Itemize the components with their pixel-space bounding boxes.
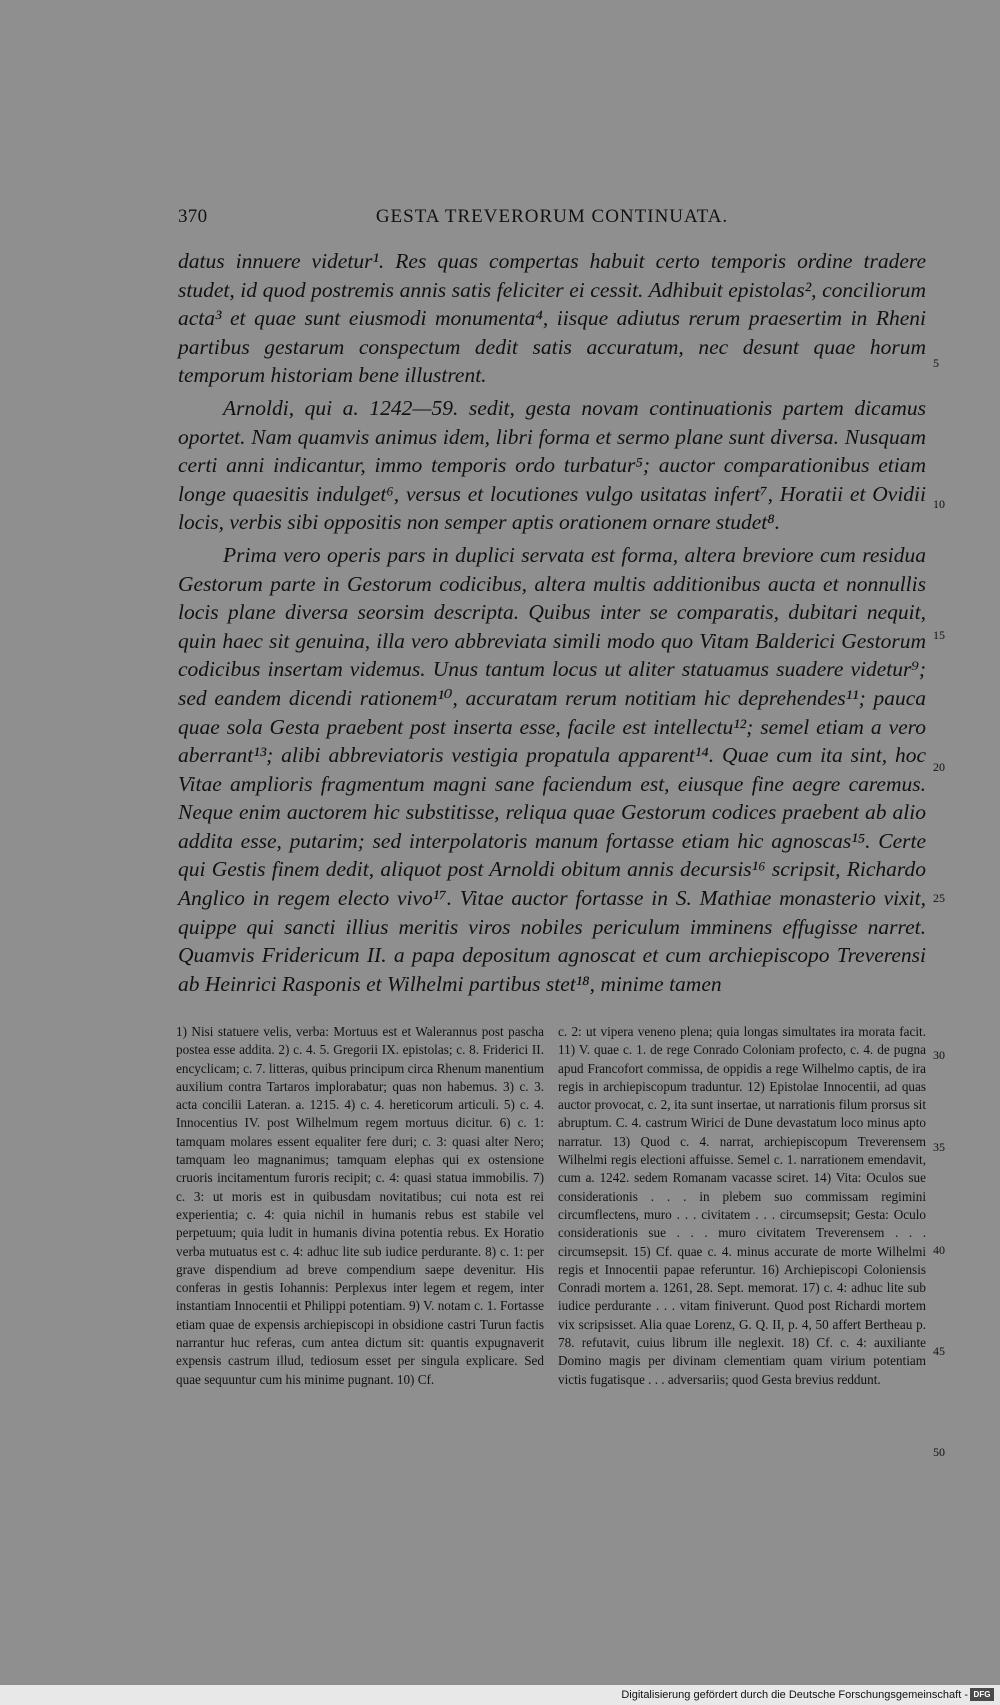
funding-credit: Digitalisierung gefördert durch die Deutsche Forschungsgemeinschaft -	[621, 1689, 968, 1701]
line-number: 35	[933, 1140, 945, 1154]
line-number: 50	[933, 1445, 945, 1459]
line-number: 45	[933, 1344, 945, 1358]
dfg-logo-icon: DFG	[970, 1688, 994, 1701]
line-number: 40	[933, 1243, 945, 1257]
page-number: 370	[178, 206, 208, 227]
footnotes	[176, 1023, 926, 1389]
line-number: 15	[933, 628, 945, 642]
paragraph: Arnoldi, qui a. 1242—59. sedit, gesta novam continuationis partem dicamus oportet. Nam quamvis animus idem, libri forma et sermo plane sunt diversa. Nusquam certi anni indicantur, immo temporis ordo turbatur⁵; auctor comparationibus etiam longe quaesitis indulget⁶, versus et locutiones vulgo usitatas infert⁷, Horatii et Ovidii locis, verbis sibi oppositis non semper aptis orationem ornare studet⁸.	[178, 395, 926, 535]
main-text	[178, 247, 926, 998]
digitization-footer	[0, 1685, 1000, 1705]
footnotes-left-column: 1) Nisi statuere velis, verba: Mortuus est et Walerannus post pascha postea esse addita. 2) c. 4. 5. Gregorii IX. epistolas; c. 8. Friderici II. encyclicam; c. 7. litteras, quibus principum circa Rhenum manentium auxilium contra Tartaros implorabatur; quas non habemus. 3) c. 3. acta concilii Lateran. a. 1215. 4) c. 4. hereticorum articuli. 5) c. 4. Innocentius IV. post Wilhelmum regem mortuus dicitur. 6) c. 1: tamquam molares essent equaliter fere duri; c. 3: quasi alter Nero; tamquam leo magnanimus; tamquam elephas qui ex ostensione cruoris incitamentum furoris recipit; c. 4: quasi statua immobilis. 7) c. 3: ut moris est in quibusdam novitatibus; cui nota est rei experientia; c. 4: quia nichil in humanis rebus est stabile vel perpetuum; quia ludit in humanis divina potentia rebus. Ex Horatio verba mutuatus est c. 4: adhuc lite sub iudice perdurante. 8) c. 1: per grave dispendium ad breve compendium saepe devenitur. His conferas in gestis Iohannis: Perplexus inter legem et regem, inter instantiam Innocentii et Philippi potentiam. 9) V. notam c. 1. Fortasse etiam quae de expensis archiepiscopi in obsidione castri Turun factis narrantur huc referas, cum antea dictum sit: quantis expugnaverit expensis castrum illud, tediosum esset per singula explicare. Sed quae sequuntur cum his minime pugnant. 10) Cf.	[176, 1024, 544, 1387]
line-number: 10	[933, 497, 945, 511]
paragraph: Prima vero operis pars in duplici servata est forma, altera breviore cum residua Gestorum parte in Gestorum codicibus, altera multis additionibus aucta et nonnullis locis plane diversa seorsim descripta. Quibus inter se comparatis, dubitari nequit, quin haec sit genuina, illa vero abbreviata simili modo quo Vitam Balderici Gestorum codicibus insertam videmus. Unus tantum locus ut aliter statuamus suadere videtur⁹; sed eandem dicendi rationem¹⁰, accuratam rerum notitiam hic deprehendes¹¹; pauca quae sola Gesta praebent post inserta esse, facile est intellectu¹²; semel etiam a vero aberrant¹³; alibi abbreviatoris vestigia propatula apparent¹⁴. Quae cum ita sint, hoc Vitae amplioris fragmentum magni sane faciendum est, eiusque fine aegre caremus. Neque enim auctorem hic substitisse, reliqua quae Gestorum codices praebent ab alio addita esse, putarim; sed interpolatoris manum fortasse etiam hic agnoscas¹⁵. Certe qui Gestis finem dedit, aliquot post Arnoldi obitum annis decursis¹⁶ scripsit, Richardo Anglico in regem electo vivo¹⁷. Vitae auctor fortasse in S. Mathiae monasterio vixit, quippe qui sancti illius meritis viros nobiles periculum imminens effugisse narret. Quamvis Fridericum II. a papa depositum agnoscat et cum archiepiscopo Treverensi ab Heinrici Rasponis et Wilhelmi partibus stet¹⁸, minime tamen	[178, 542, 926, 996]
line-number: 30	[933, 1048, 945, 1062]
line-number: 25	[933, 891, 945, 905]
line-number: 5	[933, 356, 939, 370]
running-title: GESTA TREVERORUM CONTINUATA.	[375, 206, 729, 227]
paragraph: datus innuere videtur¹. Res quas compertas habuit certo temporis ordine tradere studet, id quod postremis annis satis feliciter ei cessit. Adhibuit epistolas², conciliorum acta³ et quae sunt eiusmodi monumenta⁴, iisque adiutus rerum praesertim in Rheni partibus gestarum conspectum dedit satis accuratum, nec desunt quae horum temporum historiam bene illustrent.	[178, 249, 926, 388]
footnotes-right-column: c. 2: ut vipera veneno plena; quia longas simultates ira morata facit. 11) V. quae c. 1. de rege Conrado Coloniam profecto, c. 4. de pugna apud Francofort commissa, de oppidis a rege Wilhelmo captis, de ira regis in archiepiscopum traduntur. 12) Epistolae Innocentii, ad quas auctor provocat, c. 2, ita sunt insertae, ut narrationis filum prorsus sit abruptum. C. 4. castrum Wirici de Dune devastatum loco minus apto narratur. 13) Quod c. 4. narrat, archiepiscopum Treverensem Wilhelmi regis electioni affuisse. Semel c. 1. narrationem emendavit, cum a. 1242. sedem Romanam vacasse sciret. 14) Vita: Oculos sue considerationis . . . in plebem suo commissam regimini circumflectens, muro . . . civitatem . . . circumsepsit; Gesta: Oculo considerationis sue . . . muro civitatem Treverensem . . . circumsepsit. 15) Cf. quae c. 4. minus accurate de morte Wilhelmi regis et Innocentii papae referuntur. 16) Archiepiscopi Coloniensis Conradi mortem a. 1261, 28. Sept. memorat. 17) c. 4: adhuc lite sub iudice perdurante . . . vitam finiverunt. Quod post Richardi mortem vix scripsisset. Alia quae Lorenz, G. Q. II, p. 4, 50 affert Bertheau p. 78. refutavit, cuius librum ille neglexit. 18) Cf. c. 4: auxiliante Domino magis per divinam clementiam quam virium potentiam victis fugatisque . . . adversariis; quod Gesta brevius reddunt.	[558, 1024, 926, 1387]
line-number: 20	[933, 760, 945, 774]
running-header	[178, 206, 926, 234]
